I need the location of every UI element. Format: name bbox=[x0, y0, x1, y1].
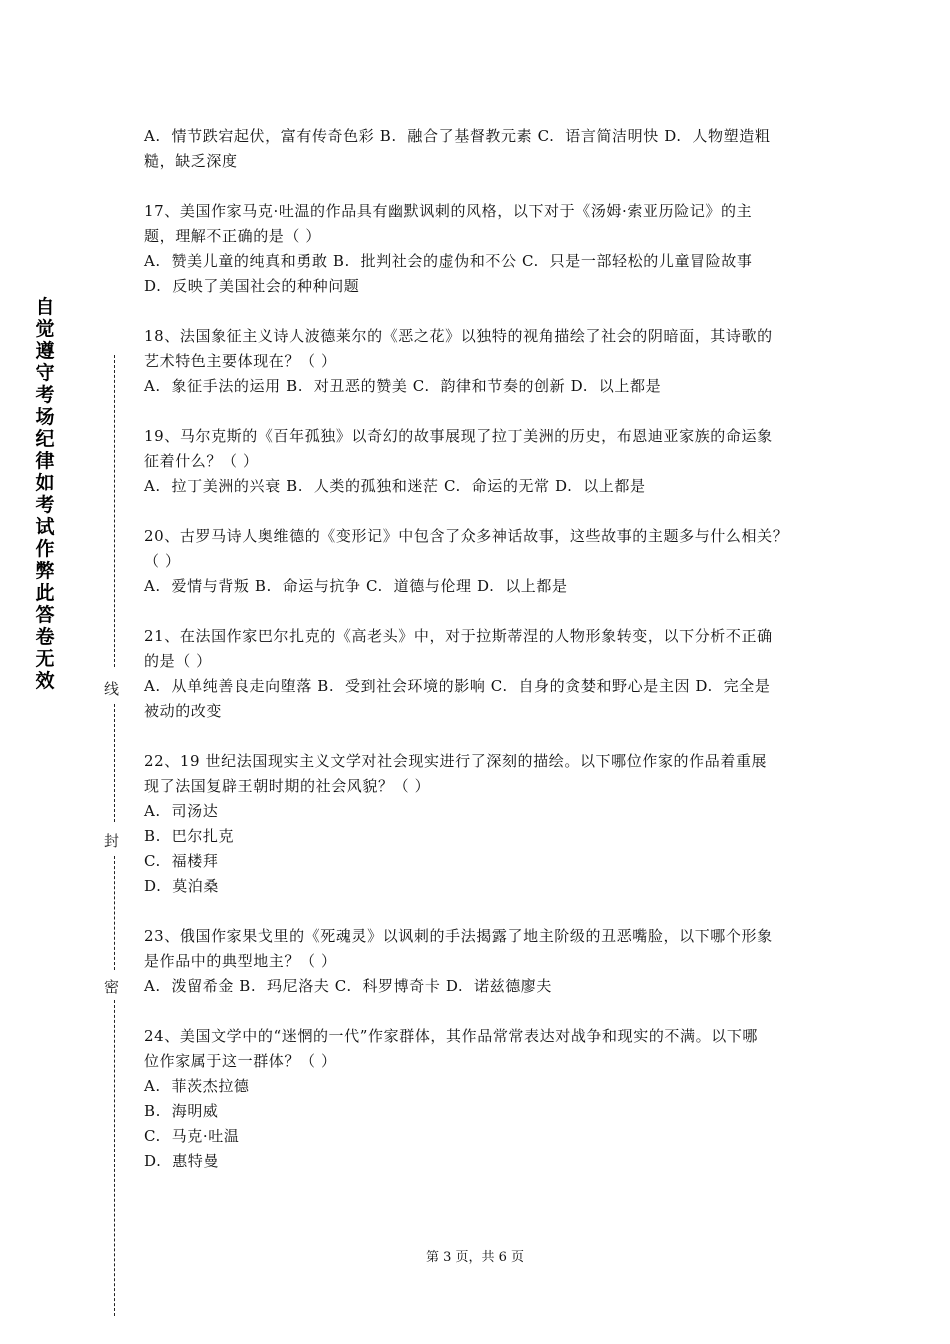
question-stem: 19、马尔克斯的《百年孤独》以奇幻的故事展现了拉丁美洲的历史，布恩迪亚家族的命运象 bbox=[144, 427, 773, 445]
question-stem: 24、美国文学中的“迷惘的一代”作家群体，其作品常常表达对战争和现实的不满。以下哪 bbox=[144, 1027, 759, 1045]
question-stem: 是作品中的典型地主？（ ） bbox=[144, 952, 337, 970]
option-a: A. 菲茨杰拉德 bbox=[144, 1077, 250, 1095]
question-18 bbox=[144, 324, 816, 399]
question-options: A. 赞美儿童的纯真和勇敢 B. 批判社会的虚伪和不公 C. 只是一部轻松的儿童冒险故事 bbox=[144, 252, 753, 270]
question-stem: 20、古罗马诗人奥维德的《变形记》中包含了众多神话故事，这些故事的主题多与什么相关？ bbox=[144, 527, 789, 545]
question-stem: 18、法国象征主义诗人波德莱尔的《恶之花》以独特的视角描绘了社会的阴暗面，其诗歌的 bbox=[144, 327, 773, 345]
binding-dashed-line bbox=[114, 355, 115, 667]
question-22 bbox=[144, 749, 816, 899]
question-stem: （ ） bbox=[144, 552, 181, 570]
option-c: C. 马克·吐温 bbox=[144, 1127, 240, 1145]
question-line: A. 情节跌宕起伏，富有传奇色彩 B. 融合了基督教元素 C. 语言简洁明快 D. 人物塑造粗 bbox=[144, 127, 771, 145]
question-23 bbox=[144, 924, 816, 999]
question-stem: 的是（ ） bbox=[144, 652, 212, 670]
question-options: 被动的改变 bbox=[144, 702, 223, 720]
question-stem: 现了法国复辟王朝时期的社会风貌？（ ） bbox=[144, 777, 431, 795]
binding-dashed-line bbox=[114, 1000, 115, 1316]
option-a: A. 司汤达 bbox=[144, 802, 219, 820]
exam-discipline-notice: 自觉遵守考场纪律如考试作弊此答卷无效 bbox=[35, 296, 55, 692]
question-options: A. 泼留希金 B. 玛尼洛夫 C. 科罗博奇卡 D. 诺兹德廖夫 bbox=[144, 977, 553, 995]
page-number: 第 3 页，共 6 页 bbox=[425, 1250, 525, 1265]
option-d: D. 惠特曼 bbox=[144, 1152, 219, 1170]
option-b: B. 海明威 bbox=[144, 1102, 219, 1120]
question-20 bbox=[144, 524, 816, 599]
question-stem: 23、俄国作家果戈里的《死魂灵》以讽刺的手法揭露了地主阶级的丑恶嘴脸，以下哪个形象 bbox=[144, 927, 773, 945]
option-c: C. 福楼拜 bbox=[144, 852, 219, 870]
binding-dashed-line bbox=[114, 704, 115, 822]
question-24 bbox=[144, 1024, 816, 1174]
question-options: A. 爱情与背叛 B. 命运与抗争 C. 道德与伦理 D. 以上都是 bbox=[144, 577, 568, 595]
question-stem: 题，理解不正确的是（ ） bbox=[144, 227, 321, 245]
question-stem: 17、美国作家马克·吐温的作品具有幽默讽刺的风格，以下对于《汤姆·索亚历险记》的主 bbox=[144, 202, 753, 220]
question-19 bbox=[144, 424, 816, 499]
option-b: B. 巴尔扎克 bbox=[144, 827, 235, 845]
question-options: A. 拉丁美洲的兴衰 B. 人类的孤独和迷茫 C. 命运的无常 D. 以上都是 bbox=[144, 477, 646, 495]
question-stem: 22、19 世纪法国现实主义文学对社会现实进行了深刻的描绘。以下哪位作家的作品着重展 bbox=[144, 752, 768, 770]
question-options: D. 反映了美国社会的种种问题 bbox=[144, 277, 360, 295]
seal-label-line: 线 bbox=[104, 680, 120, 698]
option-d: D. 莫泊桑 bbox=[144, 877, 219, 895]
question-list bbox=[144, 124, 816, 1174]
question-options: A. 从单纯善良走向堕落 B. 受到社会环境的影响 C. 自身的贪婪和野心是主因 D. 完全是 bbox=[144, 677, 771, 695]
seal-label-seal: 封 bbox=[104, 832, 120, 850]
question-stem: 位作家属于这一群体？（ ） bbox=[144, 1052, 337, 1070]
question-17 bbox=[144, 199, 816, 299]
question-16-continued bbox=[144, 124, 816, 174]
question-options: A. 象征手法的运用 B. 对丑恶的赞美 C. 韵律和节奏的创新 D. 以上都是 bbox=[144, 377, 662, 395]
question-stem: 艺术特色主要体现在？（ ） bbox=[144, 352, 337, 370]
binding-dashed-line bbox=[114, 856, 115, 970]
seal-label-secret: 密 bbox=[104, 978, 120, 996]
question-stem: 征着什么？（ ） bbox=[144, 452, 259, 470]
question-stem: 21、在法国作家巴尔扎克的《高老头》中，对于拉斯蒂涅的人物形象转变，以下分析不正确 bbox=[144, 627, 773, 645]
question-line: 糙，缺乏深度 bbox=[144, 152, 238, 170]
question-21 bbox=[144, 624, 816, 724]
